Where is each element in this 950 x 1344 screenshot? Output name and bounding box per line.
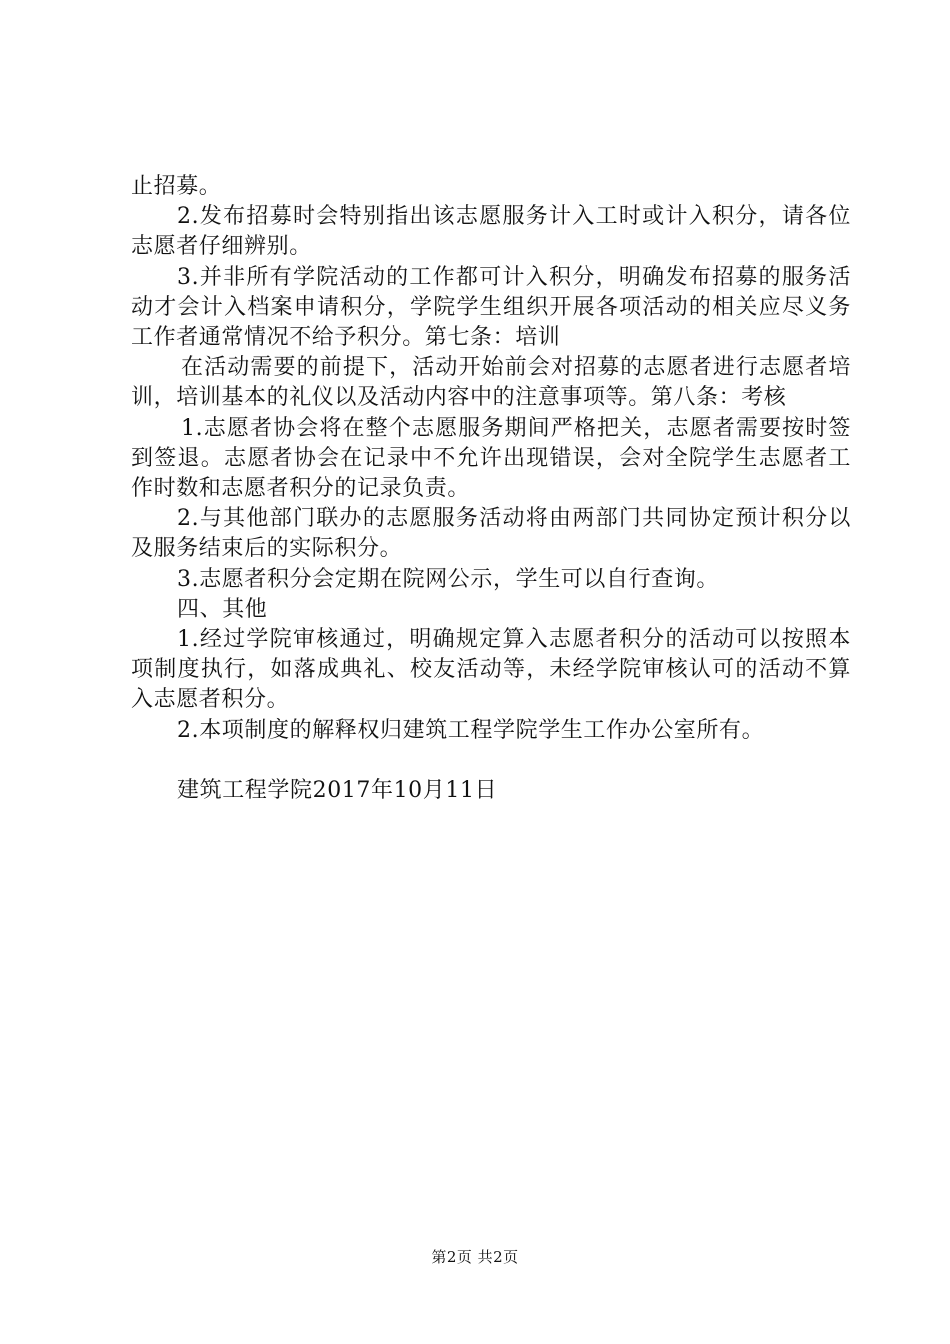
paragraph-other-1: 1.经过学院审核通过，明确规定算入志愿者积分的活动可以按照本项制度执行，如落成典礼、校友活动等，未经学院审核认可的活动不算入志愿者积分。 [131, 627, 851, 713]
document-body [131, 172, 851, 806]
paragraph-recruit-end: 止招募。 [131, 174, 222, 199]
paragraph-assessment-1: 1.志愿者协会将在整个志愿服务期间严格把关，志愿者需要按时签到签退。志愿者协会在记录中不允许出现错误，会对全院学生志愿者工作时数和志愿者积分的记录负责。 [131, 415, 851, 502]
section-heading-other: 四、其他 [177, 596, 268, 622]
paragraph-assessment-3: 3.志愿者积分会定期在院网公示，学生可以自行查询。 [177, 566, 719, 592]
paragraph-assessment-2: 2.与其他部门联办的志愿服务活动将由两部门共同协定预计积分以及服务结束后的实际积分。 [131, 506, 851, 562]
paragraph-item-2-recruit: 2.发布招募时会特别指出该志愿服务计入工时或计入积分，请各位志愿者仔细辨别。 [131, 204, 851, 260]
blank-line [131, 746, 851, 776]
paragraph-training: 在活动需要的前提下，活动开始前会对招募的志愿者进行志愿者培训，培训基本的礼仪以及活动内容中的注意事项等。第八条：考核 [131, 355, 851, 411]
paragraph-other-2: 2.本项制度的解释权归建筑工程学院学生工作办公室所有。 [177, 717, 765, 743]
signature-date: 建筑工程学院2017年10月11日 [177, 777, 498, 803]
paragraph-item-3-points: 3.并非所有学院活动的工作都可计入积分，明确发布招募的服务活动才会计入档案申请积分，学院学生组织开展各项活动的相关应尽义务工作者通常情况不给予积分。第七条：培训 [131, 264, 851, 351]
page-number-footer: 第2页 共2页 [431, 1248, 519, 1266]
